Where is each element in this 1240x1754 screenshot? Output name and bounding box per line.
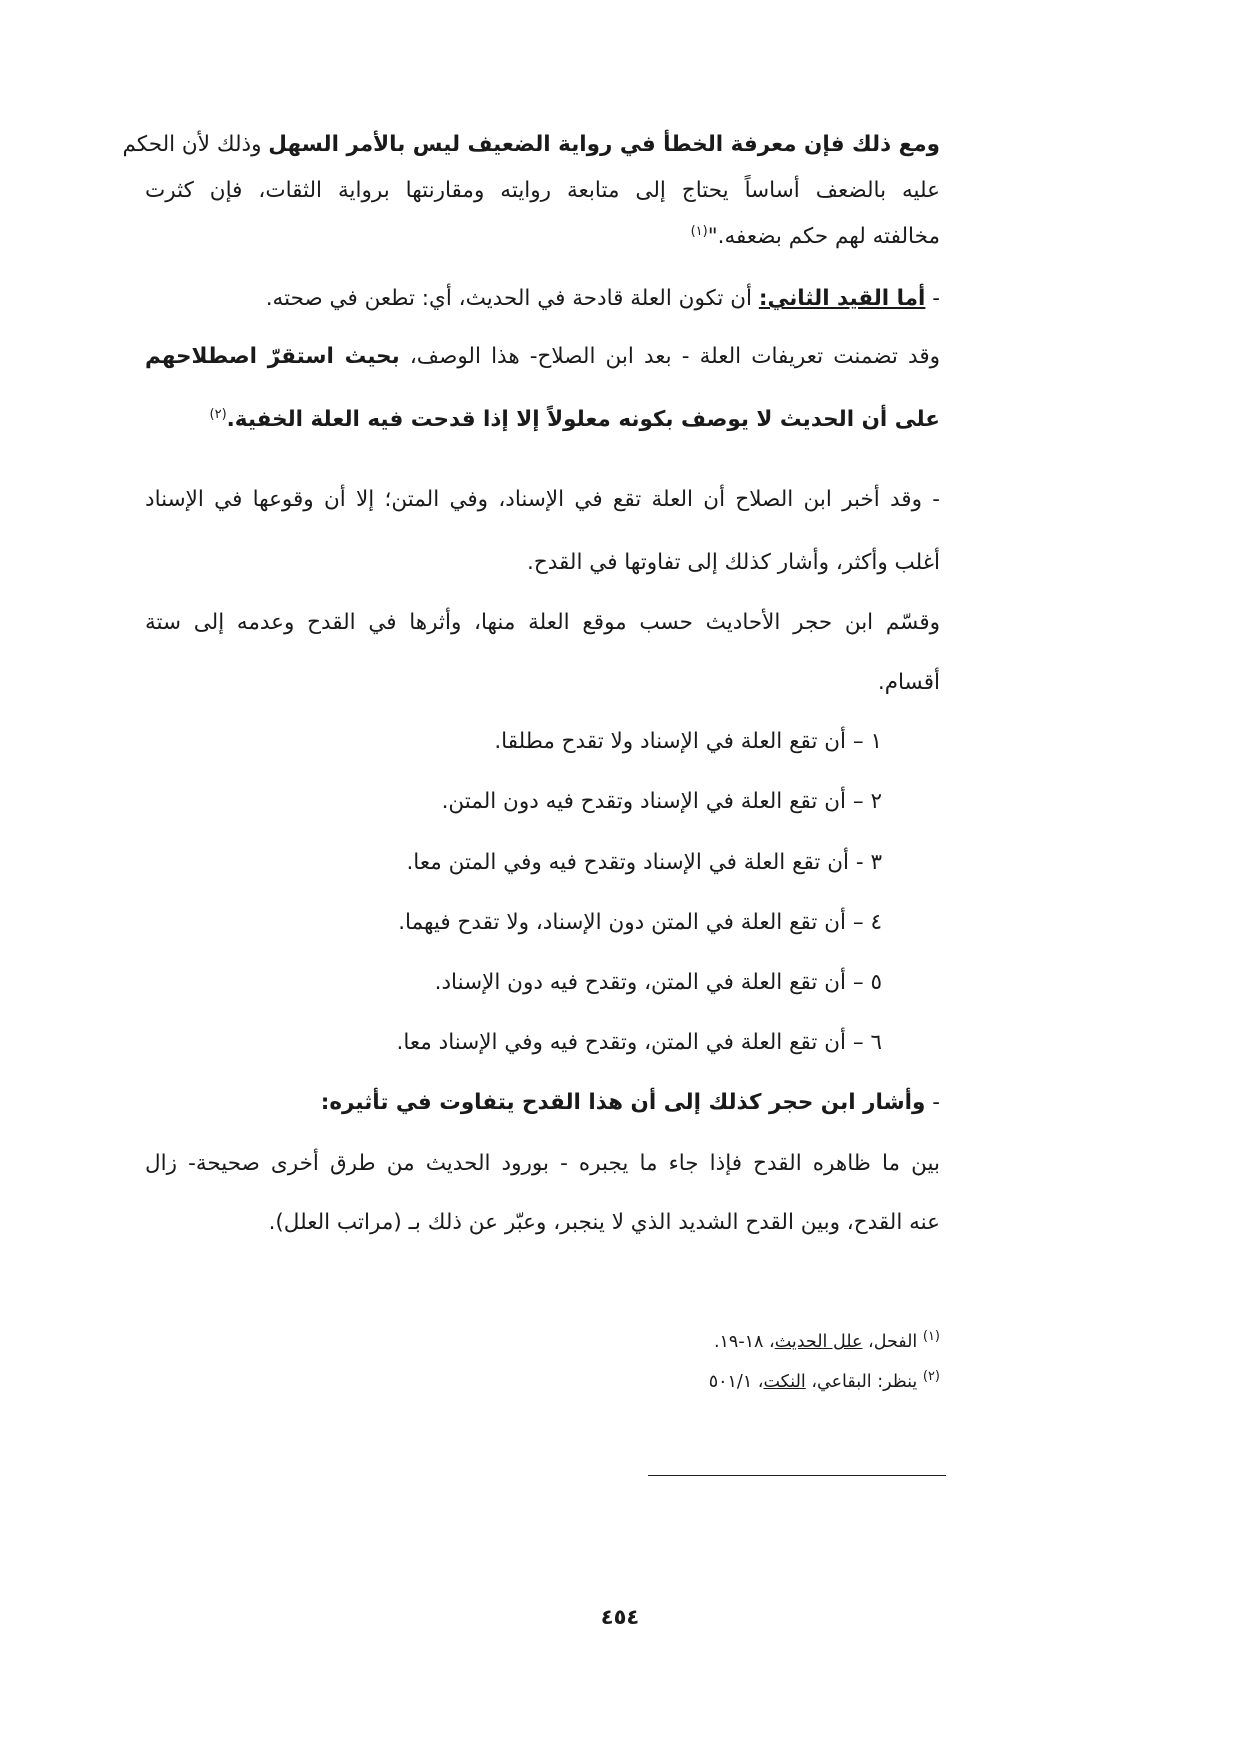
paragraph-3-line-1: [145, 340, 940, 374]
paragraph-3-line-2-bold: على أن الحديث لا يوصف بكونه معلولاً إلا إذا قدحت فيه العلة الخفية.: [226, 407, 940, 432]
list-item: ٢ – أن تقع العلة في الإسناد وتقدح فيه دون المتن.: [441, 789, 882, 814]
paragraph-6-dash: -: [925, 1090, 940, 1115]
paragraph-1-line-3: [691, 220, 940, 254]
footnote-2-post: ، ٥٠١/١: [708, 1372, 764, 1392]
paragraph-7-line-2: عنه القدح، وبين القدح الشديد الذي لا ينجبر، وعبّر عن ذلك بـ (مراتب العلل).: [268, 1210, 940, 1235]
paragraph-1-line-1: [122, 128, 940, 162]
list-item: ٥ – أن تقع العلة في المتن، وتقدح فيه دون الإسناد.: [434, 970, 882, 995]
paragraph-2-text: أن تكون العلة قادحة في الحديث، أي: تطعن في صحته.: [265, 286, 759, 311]
footnote-1-post: ، ١٨-١٩.: [713, 1332, 775, 1352]
paragraph-1-line-2: عليه بالضعف أساساً يحتاج إلى متابعة روايته ومقارنتها برواية الثقات، فإن كثرت: [145, 178, 940, 203]
paragraph-6: [321, 1086, 940, 1120]
footnote-1-title: علل الحديث: [774, 1332, 863, 1352]
footnote-separator: [648, 1475, 946, 1476]
paragraph-2-label: أما القيد الثاني:: [758, 286, 926, 311]
footnote-2-title: النكت: [763, 1372, 806, 1392]
paragraph-6-bold: وأشار ابن حجر كذلك إلى أن هذا القدح يتفاوت في تأثيره:: [320, 1090, 926, 1115]
paragraph-5-line-2: أقسام.: [877, 670, 940, 695]
paragraph-4-line-2: أغلب وأكثر، وأشار كذلك إلى تفاوتها في القدح.: [527, 550, 940, 575]
paragraph-2-dash: -: [925, 286, 940, 311]
paragraph-5-line-1: وقسّم ابن حجر الأحاديث حسب موقع العلة منها، وأثرها في القدح وعدمه إلى ستة: [145, 610, 940, 635]
footnote-1: [714, 1328, 940, 1356]
footnote-1-number: (١): [922, 1329, 940, 1345]
list-item: ٦ – أن تقع العلة في المتن، وتقدح فيه وفي الإسناد معا.: [396, 1030, 882, 1055]
paragraph-2: [266, 282, 940, 316]
footnote-2-pre: ينظر: البقاعي،: [805, 1372, 923, 1392]
paragraph-3-line-2: [210, 403, 941, 437]
list-item: ٣ - أن تقع العلة في الإسناد وتقدح فيه وفي المتن معا.: [406, 850, 882, 875]
paragraph-3-text: وقد تضمنت تعريفات العلة - بعد ابن الصلاح- هذا الوصف،: [399, 344, 940, 369]
footnote-ref-2[interactable]: (٢): [209, 406, 227, 422]
paragraph-7-line-1: بين ما ظاهره القدح فإذا جاء ما يجبره - بورود الحديث من طرق أخرى صحيحة- زال: [145, 1151, 940, 1176]
list-item: ١ – أن تقع العلة في الإسناد ولا تقدح مطلقا.: [494, 729, 882, 754]
footnote-2-number: (٢): [922, 1369, 940, 1385]
footnote-2: [709, 1368, 940, 1396]
list-item: ٤ – أن تقع العلة في المتن دون الإسناد، ولا تقدح فيهما.: [398, 910, 882, 935]
footnote-1-pre: الفحل،: [862, 1332, 923, 1352]
paragraph-1-rest: وذلك لأن الحكم: [122, 132, 269, 157]
page-number: ٤٥٤: [600, 1605, 640, 1629]
paragraph-1-bold: ومع ذلك فإن معرفة الخطأ في رواية الضعيف ليس بالأمر السهل: [268, 132, 940, 157]
paragraph-1-line-3-text: مخالفته لهم حكم بضعفه.": [707, 224, 940, 249]
footnote-ref-1[interactable]: (١): [690, 223, 708, 239]
paragraph-4-line-1: - وقد أخبر ابن الصلاح أن العلة تقع في الإسناد، وفي المتن؛ إلا أن وقوعها في الإسناد: [145, 487, 940, 512]
paragraph-3-bold: بحيث استقرّ اصطلاحهم: [145, 344, 400, 369]
